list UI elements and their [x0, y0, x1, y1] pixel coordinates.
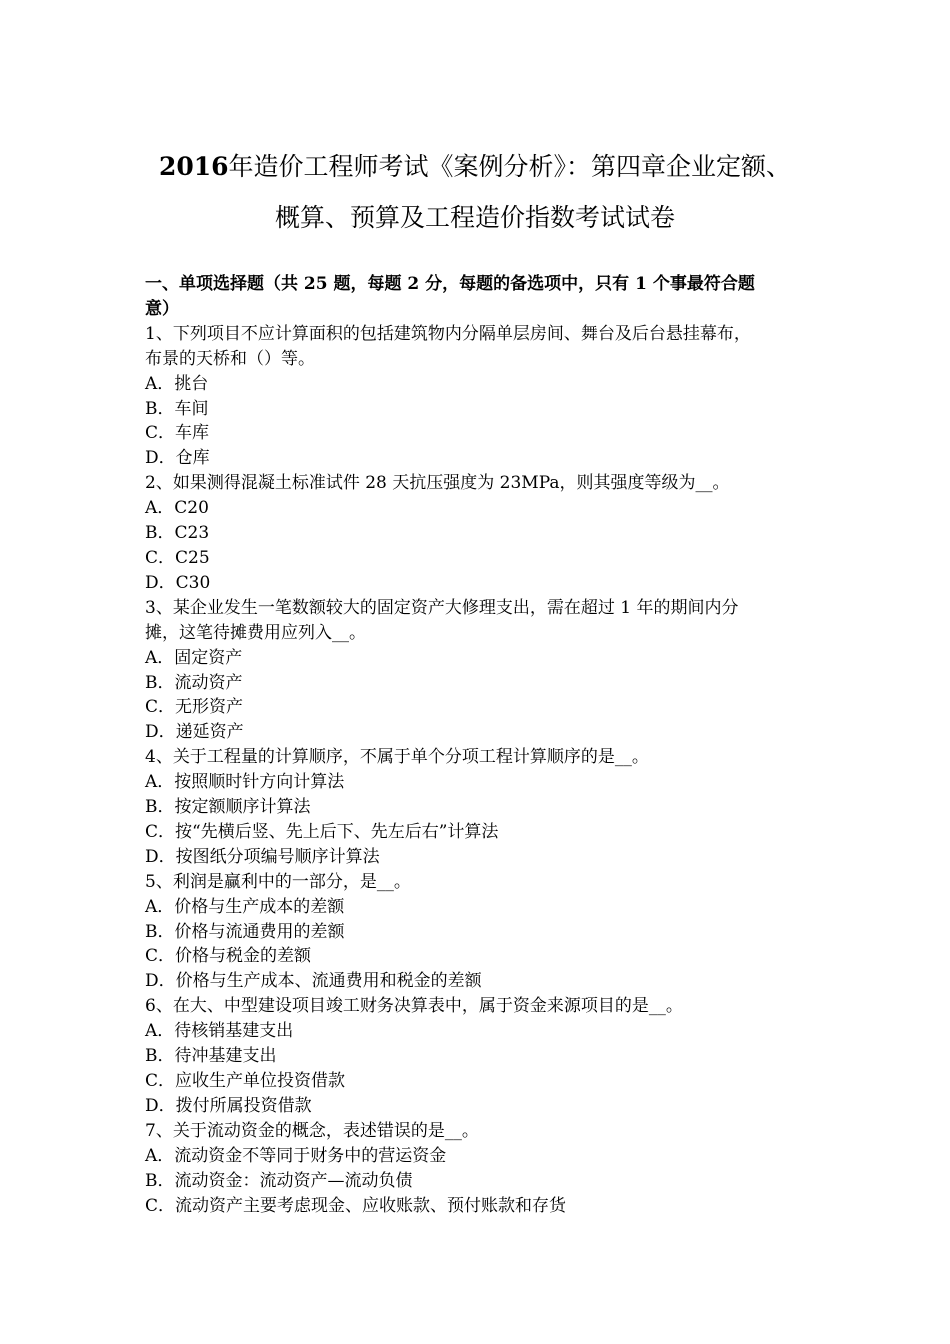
title-year: 2016	[158, 152, 229, 181]
answer-option: C．无形资产	[145, 697, 244, 718]
document-body	[145, 272, 825, 1218]
question-block	[145, 745, 825, 870]
answer-option: A．待核销基建支出	[145, 1021, 294, 1042]
question-stem-line: 7、关于流动资金的概念，表述错误的是__。	[145, 1120, 479, 1141]
answer-option: C．按“先横后竖、先上后下、先左后右”计算法	[145, 821, 499, 842]
question-stem-line: 6、在大、中型建设项目竣工财务决算表中，属于资金来源项目的是__。	[145, 996, 683, 1017]
question-block	[145, 994, 825, 1119]
answer-option: C．应收生产单位投资借款	[145, 1071, 346, 1091]
answer-option: C．C25	[145, 547, 210, 568]
section-heading	[145, 272, 825, 322]
answer-option: B．流动资产	[145, 672, 243, 693]
question-block	[145, 1119, 825, 1219]
answer-option: B．待冲基建支出	[145, 1046, 277, 1067]
answer-option: B．流动资金：流动资产—流动负债	[145, 1170, 413, 1191]
question-block	[145, 870, 825, 995]
question-stem-line: 布景的天桥和（）等。	[145, 348, 315, 369]
answer-option: B．价格与流通费用的差额	[145, 921, 345, 942]
answer-option: A．C20	[145, 498, 209, 519]
question-stem-line: 3、某企业发生一笔数额较大的固定资产大修理支出，需在超过 1 年的期间内分	[145, 597, 739, 618]
answer-option: A．固定资产	[145, 647, 243, 668]
answer-option: B．C23	[145, 523, 210, 544]
answer-option: A．按照顺时针方向计算法	[145, 772, 345, 793]
answer-option: D．拨付所属投资借款	[145, 1095, 312, 1116]
question-stem-line: 4、关于工程量的计算顺序，不属于单个分项工程计算顺序的是__。	[145, 747, 649, 768]
question-stem-line: 5、利润是赢利中的一部分，是__。	[145, 871, 411, 892]
answer-option: D．C30	[145, 572, 211, 593]
answer-option: D．仓库	[145, 448, 210, 469]
answer-option: D．按图纸分项编号顺序计算法	[145, 846, 380, 867]
answer-option: C．价格与税金的差额	[145, 946, 312, 967]
answer-option: A．挑台	[145, 373, 209, 394]
answer-option: A．流动资金不等同于财务中的营运资金	[145, 1145, 447, 1166]
question-stem-line: 1、下列项目不应计算面积的包括建筑物内分隔单层房间、舞台及后台悬挂幕布，	[145, 323, 751, 344]
question-stem-line: 摊，这笔待摊费用应列入__。	[145, 622, 366, 643]
question-block	[145, 596, 825, 745]
question-block	[145, 322, 825, 471]
answer-option: D．递延资产	[145, 722, 244, 743]
answer-option: D．价格与生产成本、流通费用和税金的差额	[145, 971, 482, 992]
question-stem-line: 2、如果测得混凝土标准试件 28 天抗压强度为 23MPa，则其强度等级为__。	[145, 473, 730, 494]
answer-option: C．车库	[145, 423, 210, 444]
title-line-1-text: 年造价工程师考试《案例分析》：第四章企业定额、	[228, 152, 792, 181]
answer-option: B．车间	[145, 398, 209, 419]
answer-option: C．流动资产主要考虑现金、应收账款、预付账款和存货	[145, 1195, 567, 1216]
document-title-line-2: 概算、预算及工程造价指数考试试卷	[274, 203, 675, 232]
answer-option: B．按定额顺序计算法	[145, 797, 311, 818]
answer-option: A．价格与生产成本的差额	[145, 896, 345, 917]
question-block	[145, 471, 825, 596]
document-title-line-1	[100, 152, 850, 182]
section-heading-line-1: 一、单项选择题（共 25 题，每题 2 分，每题的备选项中，只有 1 个事最符合题	[145, 274, 755, 294]
section-heading-line-2: 意）	[145, 298, 179, 319]
question-list	[145, 322, 825, 1219]
